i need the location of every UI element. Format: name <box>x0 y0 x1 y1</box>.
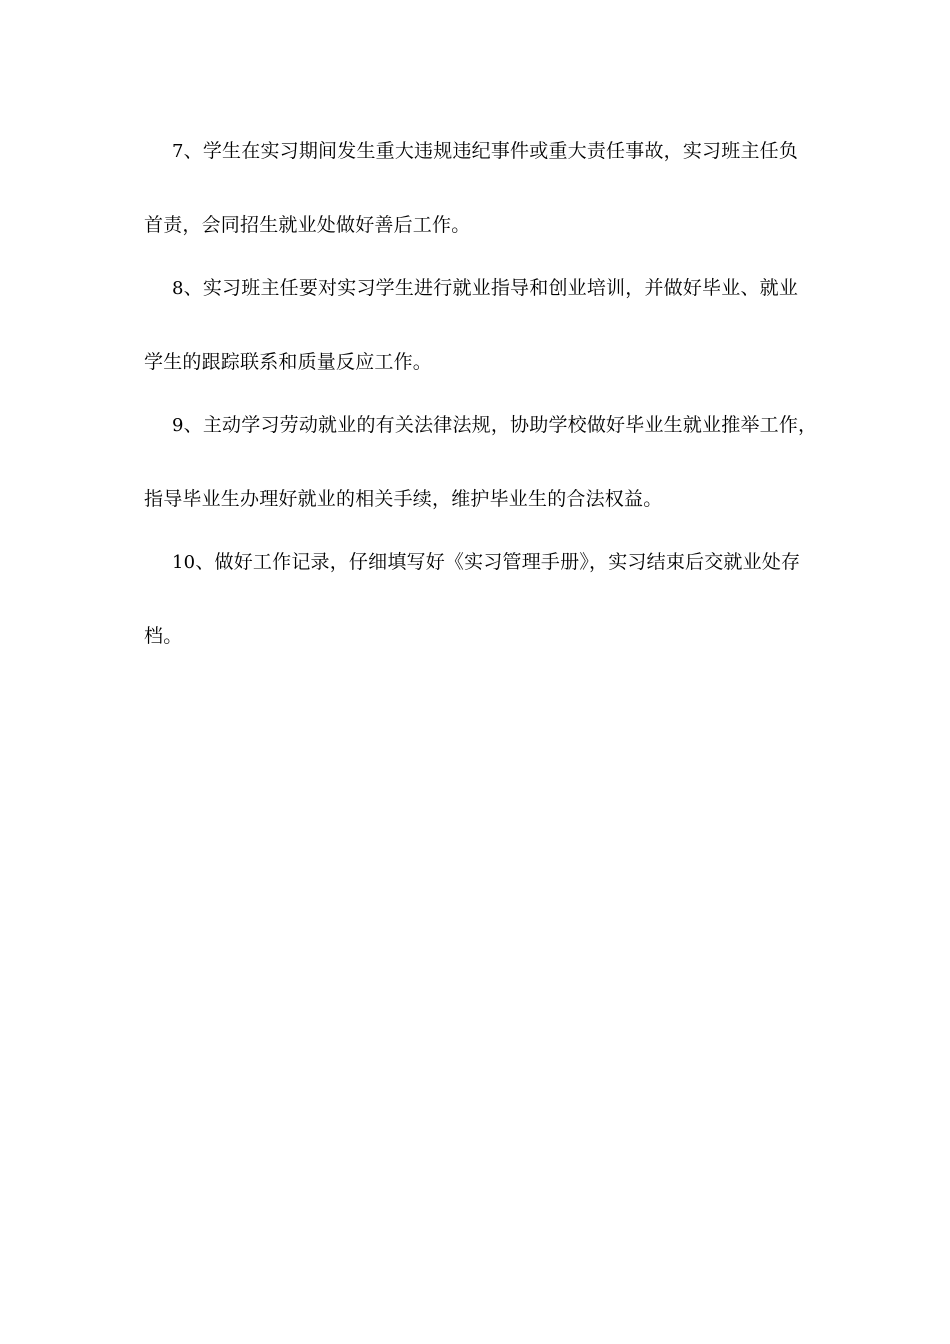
paragraph-7-text: 、学生在实习期间发生重大违规违纪事件或重大责任事故，实习班主任负 <box>183 140 799 162</box>
paragraph-8-number: 8 <box>172 278 184 299</box>
paragraph-10-text: 、做好工作记录，仔细填写好《实习管理手册》，实习结束后交就业处存 <box>195 551 801 573</box>
paragraph-10-line-2: 档。 <box>144 625 183 647</box>
paragraph-9-text: 、主动学习劳动就业的有关法律法规，协助学校做好毕业生就业推举工作， <box>183 414 818 436</box>
paragraph-10-number: 10 <box>172 552 196 573</box>
paragraph-8-line-1 <box>172 275 798 302</box>
paragraph-7-line-1 <box>172 138 798 165</box>
paragraph-8-line-2: 学生的跟踪联系和质量反应工作。 <box>144 351 433 373</box>
paragraph-9-line-1 <box>172 412 817 439</box>
paragraph-9-number: 9 <box>172 415 184 436</box>
paragraph-8-text: 、实习班主任要对实习学生进行就业指导和创业培训，并做好毕业、就业 <box>183 277 799 299</box>
paragraph-9-line-2: 指导毕业生办理好就业的相关手续，维护毕业生的合法权益。 <box>144 488 663 510</box>
paragraph-7-line-2: 首责，会同招生就业处做好善后工作。 <box>144 214 471 236</box>
paragraph-10-line-1 <box>172 549 800 576</box>
paragraph-7-number: 7 <box>172 141 184 162</box>
